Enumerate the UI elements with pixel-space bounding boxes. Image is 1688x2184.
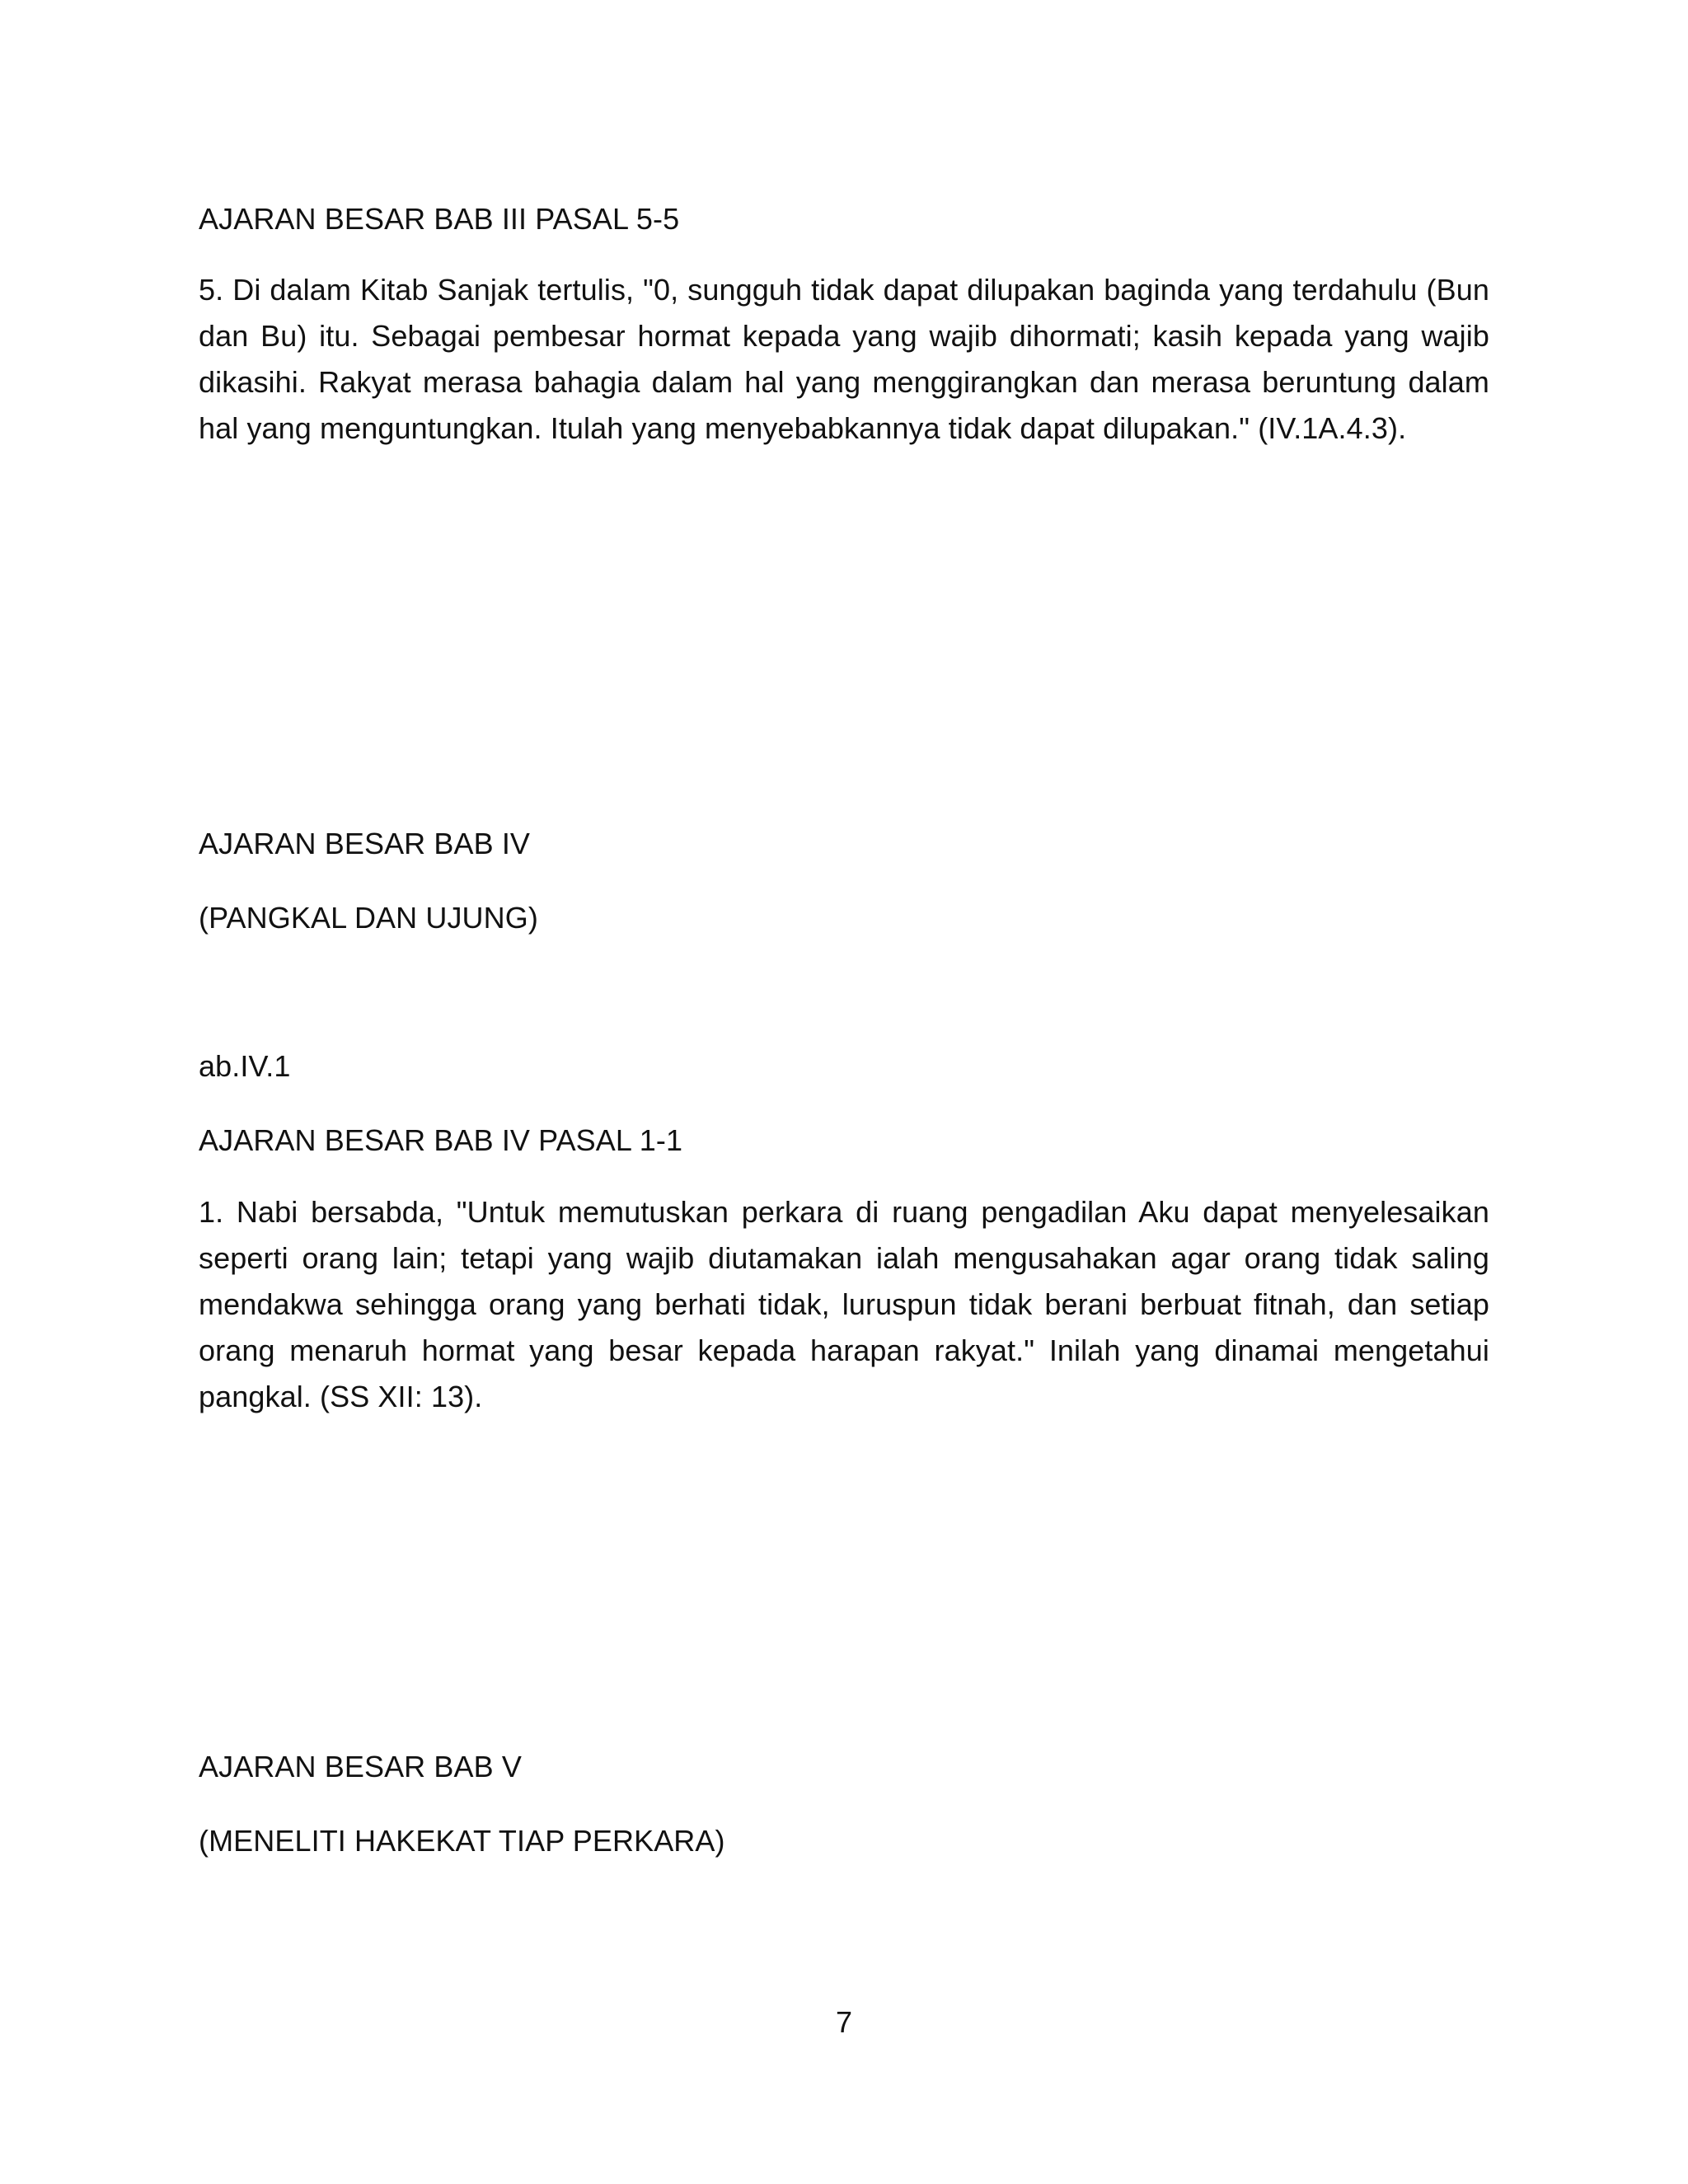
paragraph-bab-iv-pasal-1: 1. Nabi bersabda, "Untuk memutuskan perkara di ruang pengadilan Aku dapat menyelesaikan seperti orang lain; tetapi yang wajib diutamakan ialah mengusahakan agar orang tidak saling mendakwa sehingga orang yang berhati tidak, luruspun tidak berani berbuat fitnah, dan setiap orang menaruh hormat yang besar kepada harapan rakyat." Inilah yang dinamai mengetahui pangkal. (SS XII: 13).: [199, 1195, 1489, 1413]
section-subheading-bab-iv: (PANGKAL DAN UJUNG): [199, 901, 538, 935]
section-code-ab-iv-1: ab.IV.1: [199, 1049, 291, 1083]
section-subheading-bab-v: (MENELITI HAKEKAT TIAP PERKARA): [199, 1824, 725, 1858]
section-heading-bab-iv: AJARAN BESAR BAB IV: [199, 827, 531, 860]
paragraph-bab-iii-pasal-5: 5. Di dalam Kitab Sanjak tertulis, "0, sungguh tidak dapat dilupakan baginda yang terdahulu (Bun dan Bu) itu. Sebagai pembesar hormat kepada yang wajib dihormati; kasih kepada yang wajib dikasihi. Rakyat merasa bahagia dalam hal yang menggirangkan dan merasa beruntung dalam hal yang menguntungkan. Itulah yang menyebabkannya tidak dapat dilupakan." (IV.1A.4.3).: [199, 273, 1489, 445]
section-heading-bab-v: AJARAN BESAR BAB V: [199, 1750, 522, 1783]
section-heading-bab-iii-pasal-5: AJARAN BESAR BAB III PASAL 5-5: [199, 202, 680, 236]
page-number: 7: [835, 2005, 853, 2039]
section-heading-bab-iv-pasal-1: AJARAN BESAR BAB IV PASAL 1-1: [199, 1123, 683, 1157]
